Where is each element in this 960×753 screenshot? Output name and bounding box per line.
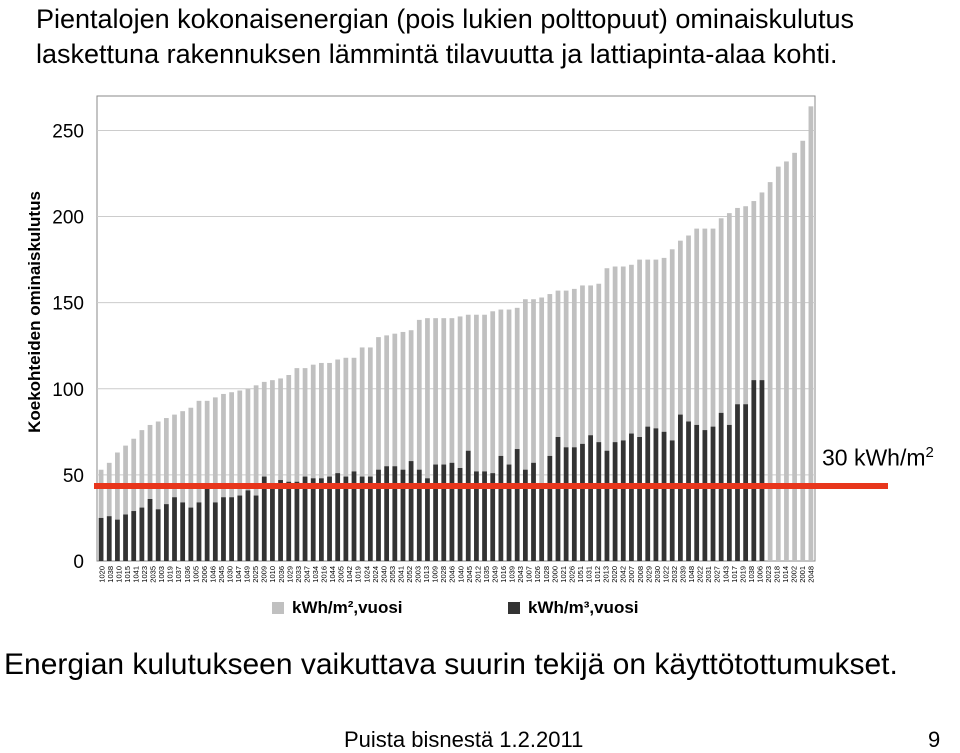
bar-volume-81 xyxy=(760,380,765,561)
x-tick-label: 2019 xyxy=(738,566,748,583)
x-tick-label: 1019 xyxy=(353,566,363,583)
bar-volume-2 xyxy=(115,520,120,561)
x-tick-label: 1005 xyxy=(191,566,201,583)
bar-volume-53 xyxy=(531,463,536,561)
x-tick-label: 2036 xyxy=(276,566,286,583)
bar-volume-3 xyxy=(123,515,128,562)
bar-volume-61 xyxy=(596,442,601,561)
x-tick-label: 2029 xyxy=(644,566,654,583)
bar-volume-8 xyxy=(164,504,169,561)
x-tick-label: 2032 xyxy=(669,566,679,583)
bar-volume-20 xyxy=(262,477,267,561)
x-tick-label: 1041 xyxy=(131,566,141,583)
x-tick-label: 2033 xyxy=(293,566,303,583)
x-tick-label: 2040 xyxy=(379,566,389,583)
bar-volume-73 xyxy=(694,425,699,561)
x-tick-label: 1010 xyxy=(268,566,278,583)
x-tick-label: 2003 xyxy=(413,566,423,583)
bar-volume-10 xyxy=(180,502,185,561)
bar-volume-50 xyxy=(507,465,512,561)
bar-volume-0 xyxy=(99,518,104,561)
x-tick-label: 2025 xyxy=(251,566,261,583)
y-tick-label: 200 xyxy=(52,207,84,229)
bar-volume-63 xyxy=(613,442,618,561)
bar-area-86 xyxy=(800,141,805,561)
x-tick-label: 1048 xyxy=(687,566,697,583)
bar-volume-70 xyxy=(670,440,675,561)
bar-volume-32 xyxy=(360,477,365,561)
x-tick-label: 2002 xyxy=(789,566,799,583)
x-tick-label: 2053 xyxy=(387,566,397,583)
bar-volume-78 xyxy=(735,404,740,561)
bar-volume-79 xyxy=(743,404,748,561)
x-tick-label: 1040 xyxy=(456,566,466,583)
x-tick-label: 2008 xyxy=(635,566,645,583)
x-tick-label: 2039 xyxy=(678,566,688,583)
x-tick-label: 1020 xyxy=(97,566,107,583)
x-tick-label: 2023 xyxy=(763,566,773,583)
x-tick-label: 2020 xyxy=(610,566,620,583)
x-tick-label: 1021 xyxy=(558,566,568,583)
bar-volume-33 xyxy=(368,477,373,561)
legend-label-volume: kWh/m³,vuosi xyxy=(528,598,639,617)
bar-volume-5 xyxy=(140,508,145,561)
x-tick-label: 2035 xyxy=(148,566,158,583)
bar-volume-24 xyxy=(295,482,300,561)
x-tick-label: 2045 xyxy=(216,566,226,583)
bar-volume-23 xyxy=(286,482,291,561)
x-tick-label: 1035 xyxy=(481,566,491,583)
bar-volume-26 xyxy=(311,478,316,561)
x-tick-label: 2022 xyxy=(695,566,705,583)
bar-volume-65 xyxy=(629,434,634,561)
bar-volume-16 xyxy=(229,497,234,561)
bar-volume-14 xyxy=(213,502,218,561)
bar-volume-41 xyxy=(433,465,438,561)
bar-volume-56 xyxy=(556,437,561,561)
x-tick-label: 2043 xyxy=(516,566,526,583)
x-tick-label: 1015 xyxy=(122,566,132,583)
annotation-value: 30 kWh/m xyxy=(822,444,926,471)
bar-volume-64 xyxy=(621,440,626,561)
x-tick-label: 1046 xyxy=(208,566,218,583)
x-tick-label: 1024 xyxy=(362,566,372,583)
y-tick-label: 0 xyxy=(73,552,84,573)
x-tick-label: 2013 xyxy=(601,566,611,583)
x-tick-label: 1044 xyxy=(328,566,338,583)
x-tick-label: 1037 xyxy=(174,566,184,583)
bar-volume-36 xyxy=(392,466,397,561)
x-tick-label: 1007 xyxy=(524,566,534,583)
bottom-statement: Energian kulutukseen vaikuttava suurin tekijä on käyttötottumukset. xyxy=(4,648,898,681)
bar-volume-6 xyxy=(148,499,153,561)
x-tick-label: 2012 xyxy=(473,566,483,583)
x-tick-label: 2048 xyxy=(806,566,816,583)
bar-volume-66 xyxy=(637,437,642,561)
bar-area-87 xyxy=(809,106,814,561)
bar-volume-27 xyxy=(319,478,324,561)
x-tick-label: 1010 xyxy=(114,566,124,583)
bar-volume-42 xyxy=(441,465,446,561)
bar-volume-55 xyxy=(547,456,552,561)
x-tick-label: 1047 xyxy=(234,566,244,583)
bar-volume-21 xyxy=(270,484,275,562)
bar-volume-11 xyxy=(188,508,193,561)
y-tick-label: 150 xyxy=(52,293,84,315)
bar-volume-35 xyxy=(384,466,389,561)
x-tick-label: 2018 xyxy=(772,566,782,583)
y-tick-label: 100 xyxy=(52,379,84,401)
x-tick-label: 1042 xyxy=(345,566,355,583)
bar-volume-51 xyxy=(515,449,520,561)
x-tick-label: 1028 xyxy=(541,566,551,583)
x-tick-label: 1038 xyxy=(105,566,115,583)
x-tick-label: 2024 xyxy=(370,566,380,583)
bar-volume-68 xyxy=(654,428,659,561)
x-tick-label: 1051 xyxy=(575,566,585,583)
annotation-superscript: 2 xyxy=(925,444,934,461)
bar-area-82 xyxy=(768,182,773,561)
x-tick-label: 1031 xyxy=(584,566,594,583)
x-tick-label: 2009 xyxy=(259,566,269,583)
bar-volume-58 xyxy=(572,447,577,561)
x-tick-label: 1036 xyxy=(182,566,192,583)
y-axis-ticks xyxy=(52,121,84,573)
x-tick-label: 2016 xyxy=(319,566,329,583)
bar-volume-43 xyxy=(450,463,455,561)
bar-volume-77 xyxy=(727,425,732,561)
bar-area-85 xyxy=(792,153,797,561)
bar-volume-60 xyxy=(588,435,593,561)
legend-item-volume xyxy=(508,598,639,618)
x-tick-label: 1043 xyxy=(721,566,731,583)
legend-swatch-volume xyxy=(508,602,520,614)
x-tick-label: 1030 xyxy=(225,566,235,583)
bar-area-84 xyxy=(784,161,789,561)
bar-area-83 xyxy=(776,167,781,561)
x-tick-label: 1003 xyxy=(157,566,167,583)
x-tick-label: 2049 xyxy=(490,566,500,583)
bar-volume-62 xyxy=(605,451,610,561)
bar-volume-30 xyxy=(343,477,348,561)
x-tick-label: 2027 xyxy=(712,566,722,583)
bar-volume-13 xyxy=(205,487,210,561)
bar-volume-75 xyxy=(711,427,716,561)
x-tick-label: 2000 xyxy=(550,566,560,583)
x-tick-label: 1014 xyxy=(781,566,791,583)
bar-volume-44 xyxy=(458,468,463,561)
x-tick-label: 1013 xyxy=(422,566,432,583)
x-tick-label: 1029 xyxy=(285,566,295,583)
bar-volume-45 xyxy=(466,451,471,561)
reference-annotation xyxy=(822,444,934,472)
x-tick-label: 2047 xyxy=(302,566,312,583)
bar-volume-54 xyxy=(539,484,544,562)
x-tick-label: 1049 xyxy=(242,566,252,583)
bar-volume-72 xyxy=(686,422,691,562)
page-number: 9 xyxy=(928,727,941,752)
x-tick-label: 1038 xyxy=(746,566,756,583)
bar-volume-59 xyxy=(580,444,585,561)
bar-volume-19 xyxy=(254,496,259,561)
y-tick-label: 50 xyxy=(62,465,84,487)
x-tick-label: 2028 xyxy=(439,566,449,583)
bar-volume-15 xyxy=(221,497,226,561)
x-tick-label: 2006 xyxy=(199,566,209,583)
x-tick-label: 1019 xyxy=(165,566,175,583)
bar-volume-49 xyxy=(499,456,504,561)
bar-volume-1 xyxy=(107,516,112,561)
y-axis-label: Koekohteiden ominaiskulutus xyxy=(25,191,44,433)
bar-volume-74 xyxy=(702,430,707,561)
bar-volume-40 xyxy=(425,478,430,561)
x-tick-label: 1006 xyxy=(755,566,765,583)
x-tick-label: 1017 xyxy=(729,566,739,583)
x-tick-label: 1039 xyxy=(507,566,517,583)
bar-volume-9 xyxy=(172,497,177,561)
x-tick-label: 2052 xyxy=(404,566,414,583)
x-tick-label: 1016 xyxy=(499,566,509,583)
bar-volume-17 xyxy=(237,496,242,561)
legend-item-area xyxy=(272,598,403,618)
x-tick-label: 1009 xyxy=(430,566,440,583)
bar-volume-67 xyxy=(645,427,650,561)
x-tick-label: 2026 xyxy=(567,566,577,583)
x-tick-label: 2007 xyxy=(627,566,637,583)
legend-label-area: kWh/m²,vuosi xyxy=(292,598,403,617)
x-tick-label: 1034 xyxy=(310,566,320,583)
bar-volume-80 xyxy=(751,380,756,561)
legend xyxy=(272,598,672,620)
footer-text: Puista bisnestä 1.2.2011 xyxy=(344,727,584,752)
bar-volume-4 xyxy=(131,511,136,561)
x-tick-label: 1022 xyxy=(661,566,671,583)
title-line-2: laskettuna rakennuksen lämmintä tilavuutta ja lattiapinta-alaa kohti. xyxy=(36,39,838,69)
bar-volume-18 xyxy=(246,490,251,561)
bar-volume-28 xyxy=(327,477,332,561)
x-tick-label: 2031 xyxy=(704,566,714,583)
x-tick-label: 1012 xyxy=(593,566,603,583)
x-tick-label: 2045 xyxy=(464,566,474,583)
x-tick-label: 1023 xyxy=(140,566,150,583)
x-tick-label: 2042 xyxy=(618,566,628,583)
bar-volume-57 xyxy=(564,447,569,561)
bar-volume-69 xyxy=(662,432,667,561)
x-tick-label: 2046 xyxy=(447,566,457,583)
y-tick-label: 250 xyxy=(52,121,84,143)
x-tick-label: 2005 xyxy=(336,566,346,583)
reference-line-30 xyxy=(94,483,888,489)
x-axis-ticks xyxy=(97,566,815,583)
bar-volume-12 xyxy=(197,502,202,561)
x-tick-label: 2001 xyxy=(798,566,808,583)
bar-volume-25 xyxy=(303,477,308,561)
legend-swatch-area xyxy=(272,602,284,614)
bar-volume-22 xyxy=(278,480,283,561)
bar-volume-38 xyxy=(409,461,414,561)
plot-area xyxy=(97,96,815,561)
x-tick-label: 2041 xyxy=(396,566,406,583)
bar-volume-7 xyxy=(156,509,161,561)
title-line-1: Pientalojen kokonaisenergian (pois lukien polttopuut) ominaiskulutus xyxy=(36,4,855,34)
x-tick-label: 2030 xyxy=(652,566,662,583)
x-tick-label: 1026 xyxy=(533,566,543,583)
